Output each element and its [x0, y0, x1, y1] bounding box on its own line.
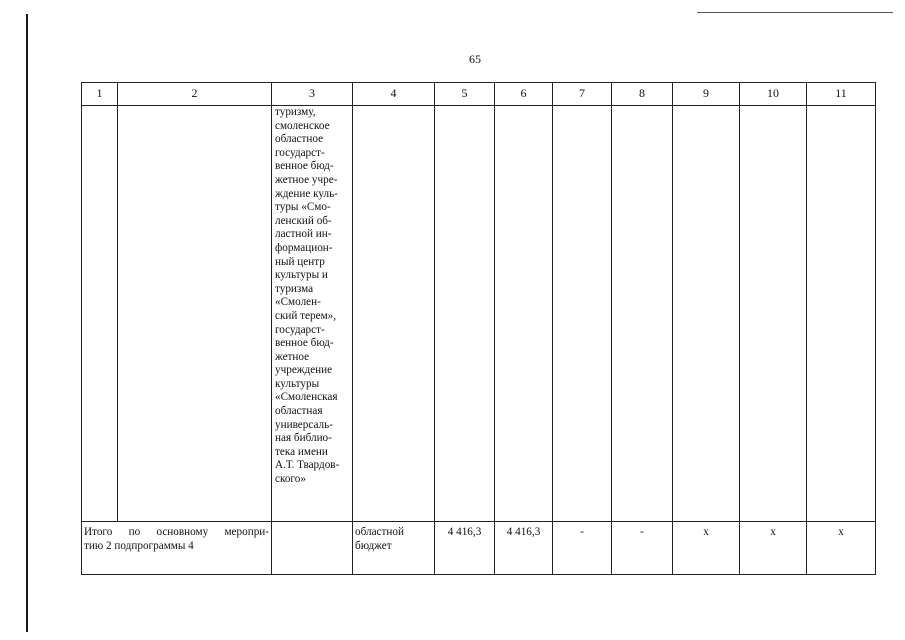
column-header: 8 [612, 83, 673, 106]
executor-line: культуры [275, 377, 320, 390]
value-cell: х [740, 522, 807, 575]
table-cell [673, 106, 740, 522]
executor-line: областная [275, 405, 323, 418]
executor-line: А.Т. Твардов- [275, 459, 340, 472]
table-cell [495, 106, 553, 522]
value-cell: - [612, 522, 673, 575]
left-margin-rule [26, 14, 28, 632]
program-table [81, 82, 876, 575]
executor-line: государст- [275, 323, 325, 336]
column-header: 6 [495, 83, 553, 106]
executor-line: культуры и [275, 269, 328, 282]
page-number: 65 [469, 52, 481, 66]
table-header-row [82, 83, 876, 106]
table-row [82, 106, 876, 522]
table-cell [807, 106, 876, 522]
value-cell: 4 416,3 [435, 522, 495, 575]
value-cell: х [673, 522, 740, 575]
executor-line: ленский об- [275, 214, 332, 227]
executor-line: универсаль- [275, 418, 333, 431]
executor-line: тека имени [275, 445, 328, 458]
total-label-cell [82, 522, 272, 575]
column-header: 7 [553, 83, 612, 106]
executor-line: «Смоленская [275, 391, 338, 404]
column-header: 3 [272, 83, 353, 106]
executor-line: «Смолен- [275, 296, 321, 309]
table-cell [612, 106, 673, 522]
executor-line: венное бюд- [275, 337, 334, 350]
table-cell [740, 106, 807, 522]
table-cell [118, 106, 272, 522]
value-cell: 4 416,3 [495, 522, 553, 575]
column-header: 5 [435, 83, 495, 106]
funding-source-cell: областной бюджет [353, 522, 435, 575]
column-header: 9 [673, 83, 740, 106]
column-header: 4 [353, 83, 435, 106]
table-cell [553, 106, 612, 522]
executor-line: туризма [275, 282, 314, 295]
table-cell [82, 106, 118, 522]
column-header: 11 [807, 83, 876, 106]
column-header: 2 [118, 83, 272, 106]
total-label-line: Итого по основному меропри- [84, 526, 269, 538]
executor-line: ский терем», [275, 309, 337, 322]
executor-line: формацион- [275, 241, 333, 254]
value-cell: - [553, 522, 612, 575]
total-label-line: тию 2 подпрограммы 4 [84, 539, 194, 552]
table-cell [272, 522, 353, 575]
column-header: 10 [740, 83, 807, 106]
executor-line: государст- [275, 146, 325, 159]
column-header: 1 [82, 83, 118, 106]
executor-line: областное [275, 133, 324, 146]
table-cell [435, 106, 495, 522]
executor-line: ского» [275, 473, 306, 486]
top-right-rule [697, 12, 893, 13]
table-cell [353, 106, 435, 522]
executor-line: венное бюд- [275, 160, 334, 173]
executor-line: жетное учре- [275, 173, 338, 186]
executor-line: туры «Смо- [275, 201, 331, 214]
executor-line: жетное [275, 350, 310, 363]
executor-line: ждение куль- [275, 187, 338, 200]
executor-line: туризму, [275, 106, 316, 118]
executor-cell [272, 106, 353, 522]
total-row [82, 522, 876, 575]
executor-line: учреждение [275, 364, 333, 377]
executor-line: смоленское [275, 119, 330, 132]
executor-line: ный центр [275, 255, 325, 268]
executor-line: ная библио- [275, 432, 332, 445]
value-cell: х [807, 522, 876, 575]
executor-line: ластной ин- [275, 228, 332, 241]
